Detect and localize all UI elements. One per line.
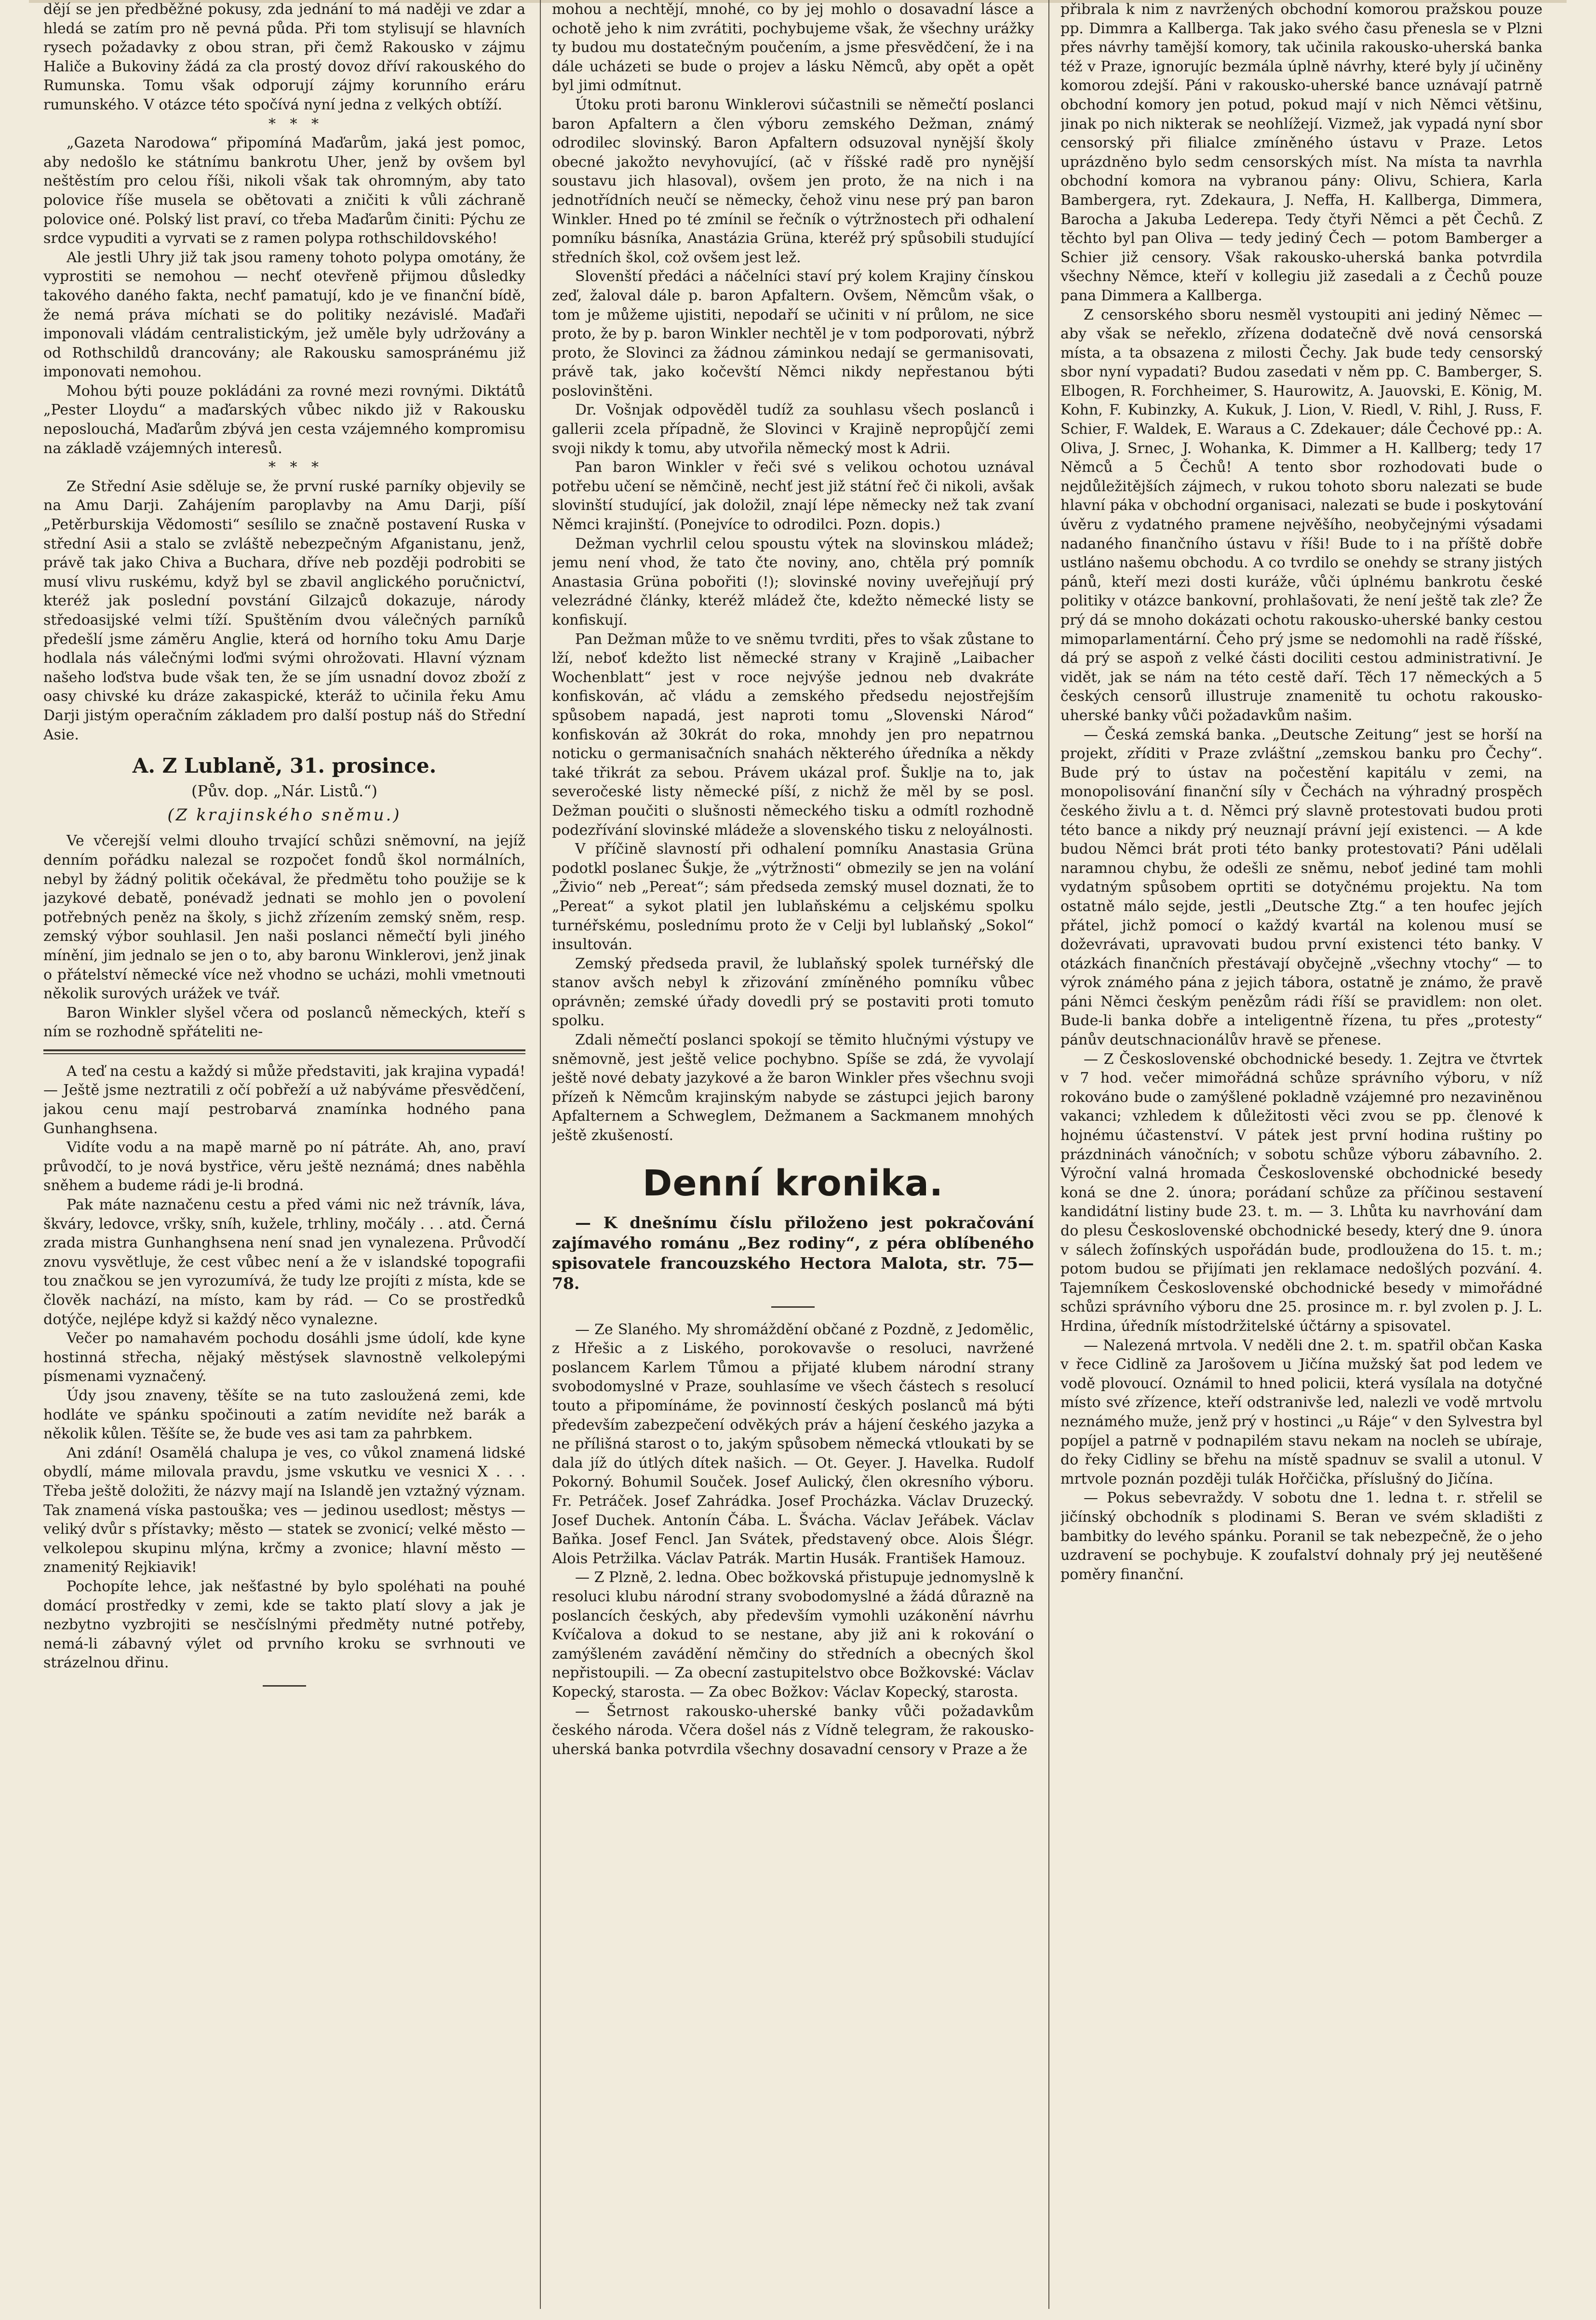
kronika-found-body: — Nalezená mrtvola. V neděli dne 2. t. m. spatřil občan Kaska v řece Cidlině za Jarošovem u Jičína mužský šat pod ledem ve vodě plovoucí. Oznámil to hned policii, která vysílala na dotyčné místo své zřízence, kteří odstranivše led, nalezli ve vodě mrtvolu neznámého muže, jenž prý v hostinci „u Ráje“ v den Sylvestra byl popíjel a patrně v podnapilém stavu nekam na nocleh se ubíraje, do řeky Cidliny se břehu na místě spadnuv se svalil a utonul. V mrtvole poznán později tulák Hořčička, příslušný do Jičína. [1060,1337,1542,1488]
article-ljubljana-p7: Pan baron Winkler v řeči své s velikou ochotou uznával potřebu učení se němčině, nechť jest již státní řeč či nikoli, avšak slovinští studující, jak doložil, znají lépe německy než tak zvaní Němci krajinští. (Ponejvíce to odrodilci. Pozn. dopis.) [552,459,1034,534]
article-gazeta-narodowa-end: Mohou býti pouze pokládáni za rovné mezi rovnými. Diktátů „Pester Lloydu“ a maďarských vůbec nikdo již v Rakousku neposlouchá, Maďarům zbývá jen cesta vzájemného kompromisu na základě vzájemných interesů. [43,382,525,457]
article-ljubljana-p2: Baron Winkler slyšel včera od poslanců německých, kteří s ním se rozhodně spřáteliti ne- [43,1004,525,1041]
feuilleton-p2: Vidíte vodu a na mapě marně po ní pátráte. Ah, ano, praví průvodčí, to je nová bystřice, věru ještě neznámá; dnes naběhla sněhem a budeme rádi je-li brodná. [43,1139,525,1194]
feuilleton-p5: Údy jsou znaveny, těšíte se na tuto zasloužená zemi, kde hodláte ve spánku spočinouti a zatím nevidíte než barák a několik kůlen. Těšíte se, že bude ves asi tam za pahrbkem. [43,1387,525,1443]
column-3 [1060,0,1542,2309]
article-gazeta-narodowa: „Gazeta Narodowa“ připomíná Maďarům, jaká jest pomoc, aby nedošlo ke státnímu bankrotu Uher, jenž by ovšem byl neštěstím pro celou říši, nikoli však tak ohromným, aby tato polovice říše musela se obětovati a zničiti k vůli záchraně polovice oné. Polský list praví, co třeba Maďarům činiti: Pýchu ze srdce vypuditi a vyrvati se z ramen polypa rothschildovského! [43,134,525,247]
feuilleton-p4: Večer po namahavém pochodu dosáhli jsme údolí, kde kyne hostinná střecha, nějaký městýsek slavnostně velkolepými písmenami vyznačený. [43,1330,525,1385]
kronika-czech-land-bank: — Česká zemská banka. „Deutsche Zeitung“ jest se horší na projekt, zříditi v Praze zvláštní „zemskou banku pro Čechy“. Bude prý to ústav na počestění kapitálu v zemi, na monopolisování finanční síly v Čechách na výhradný prospěch českého živlu a t. d. Němci prý slavně protestovati budou proti této bance a nikdy prý neuznají právní její existenci. — A kde budou Němci brát proti této banky protestovati? Páni udělali naramnou chybu, že odešli ze sněmu, neboť jediné tam mohli vydatným spůsobem oprtiti se dotyčnému projektu. Na tom ostatně málo sejde, jestli „Deutsche Ztg.“ a ten houfec jejích přátel, jichž pomocí o každý kvartál na kolenou musí se doževrávati, upravovati budou první existenci této banky. V otázkách finančních přestávají obyčejně „všechny vtochy“ — to výrok známého pána z jejich tábora, ostatně je známo, že pravě páni Němci českým penězům rádi říší se pravidlem: non olet. Bude-li banka dobře a inteligentně řízena, tu přes „protesty“ pánův deutschnacionálův hravě se přenese. [1060,726,1542,1049]
kronika-merchants-society: — Z Československé obchodnické besedy. 1. Zejtra ve čtvrtek v 7 hod. večer mimořádná schůze správního výboru, v níž rokováno bude o zamýšlené pokladně vzájemné pro nezaviněnou vakanci; vzhledem k důležitosti věci zvou se pp. členové k hojnému účastenství. V pátek jest první hodina ruštiny po prázdninách vánočních; v sobotu schůze výboru zábavního. 2. Výroční valná hromada Československé obchodnické besedy koná se dne 2. února; porádaní schůze za příčinou sestavení kandidátní listiny bude 23. t. m. — 3. Lhůta ku navrhování dam do plesu Československé obchodnické besedy, který dne 9. února v sálech žofínských uspořádán bude, prodloužena do 15. t. m.; potom budou se přijímati jen reklamace nedošlých pozvání. 4. Tajemníkem Československé obchodnické besedy v mimořádné schůzi správního výboru dne 25. prosince m. r. byl zvolen p. J. L. Hrdina, úředník místodržitelské účtárny a spisovatel. [1060,1050,1542,1335]
feuilleton-p6: Ani zdání! Osamělá chalupa je ves, co vůkol znamená lidské obydlí, máme milovala pravdu, jsme vskutku ve vesnici X . . . Třeba ještě doložiti, že názvy mají na Islandě jen vztažný význam. Tak znamená víska pastouška; ves — jedinou usedlost; městys — veliký dvůr s přístavky; město — statek se zvonicí; velké město — velkolepou skupinu mlýna, krčmy a zvonice; hlavní město — znamenitý Rejkiavik! [43,1444,525,1576]
feuilleton-p1: A teď na cestu a každý si může představiti, jak krajina vypadá! — Ještě jsme neztratili z očí pobřeží a už nabýváme přesvědčení, jakou cenu mají pestrobarvá znamínka hodného pana Gunhanghsena. [43,1062,525,1137]
column-2 [552,0,1034,2309]
article-ljubljana-p1: Ve včerejší velmi dlouho trvající schůzi sněmovní, na jejíž denním pořádku nalezal se rozpočet fondů škol normálních, nebyl by žádný politik očekával, že předmětu toho použije se k jazykové debatě, ponévadž jednati se mohlo jen o povolení potřebných peněz na školy, s jichž zřízením zemský sněm, resp. zemský výbor souhlasil. Jen naši poslanci němečtí byli jiného mínění, jim jednalo se jen o to, aby baronu Winklerovi, jenž jinak o přátelství německé více než vhodno se ucházi, mohli vmetnouti několik surových urážek ve tvář. [43,832,525,1003]
kronika-censors-list: Z censorského sboru nesměl vystoupiti ani jediný Němec — aby však se neřeklo, zřízena dodatečně dvě nová censorská místa, a ta obsazena z milosti Čechy. Jak bude tedy censorský sbor nyní vypadati? Budou zasedati v něm pp. C. Bamberger, S. Elbogen, R. Forchheimer, S. Haurowitz, A. Jauovski, E. König, M. Kohn, F. Kubinzky, A. Kukuk, J. Lion, V. Riedl, V. Rihl, J. Russ, F. Schier, F. Waldek, E. Waraus a C. Zdekauer; dále Čechové pp.: A. Oliva, J. Srnec, J. Wohanka, K. Dimmer a H. Kallberg; tedy 17 Němců a 5 Čechů! A tento sbor rozhodovati bude o nejdůležitějších zájmech, v rukou tohoto sboru nalezati se bude hlavní páka v obchodní organisaci, nalezati se bude i poskytování úvěru z vydatného pramene nejvěšího, neobyčejnými výsadami nadaného finančního ústavu v říši! Bude to i na příště dobře ustláno našemu obchodu. A co tvrdilo se onehdy se strany jistých pánů, kteří mezi dosti kuráže, vůči úplnému bankrotu české politiky v otázce bankovní, prohlašovati, že není ještě tak zle? Že prý dá se mnoho dokázati ochotu rakousko-uherské banky cestou mimoparlamentární. Čeho prý jsme se nedomohli na radě říšské, dá prý se aspoň z velké části dociliti cestou administrativní. Je vidět, jak se nám na této cestě daří. Těch 17 německých a 5 českých censorů illustruje znamenitě tu ochotu rakousko-uherské banky vůči požadavkům našim. [1060,306,1542,724]
article-romania-trade-end: dějí se jen předběžné pokusy, zda jednání to má naději ve zdar a hledá se zatím pro ně pevná půda. Při tom stylisují se hlavních rysech požadavky z obou stran, při čemž Rakousko v zájmu Haliče a Bukoviny žádá za cla prostý dovoz dříví rakouského do Rumunska. Tomu však odporují zájmy korunního eráru rumunského. V otázce této spočívá nyní jedna z velkých obtíží. [43,1,525,113]
article-ljubljana-p5: Slovenští předáci a náčelníci staví prý kolem Krajiny čínskou zeď, žaloval dále p. baron Apfaltern. Ovšem, Němcům však, o tom je můžeme ujistiti, nepodaří se učiniti v ní průlom, ne sice proto, že by p. baron Winkler nechtěl je v tom podporovati, nýbrž proto, že Slovinci za žádnou záminkou nedají se germanisovati, právě tak, jako kočevští Němci nikdy nepřestanou býti poslovinštěni. [552,268,1034,400]
article-ljubljana-p11: Zemský předseda pravil, že lublaňský spolek turnéřský dle stanov avšch nebyl k zřizování zmíněného pomníku vůbec oprávněn; zemské úřady dovedli prý se postaviti proti tomuto spolku. [552,955,1034,1030]
column-rule-2 [1048,0,1049,2309]
headline-ljubljana: A. Z Lublaně, 31. prosince. [132,754,437,778]
feuilleton-rule-thin [43,1053,525,1054]
article-ljubljana-p6: Dr. Vošnjak odpověděl tudíž za souhlasu všech poslanců i gallerii zcela případně, že Slovinci v Krajině nepropůjčí zemi svoji nikdy k tomu, aby utvořila německý most k Adrii. [552,402,1034,457]
headline-subtitle: (Z krajinského sněmu.) [167,805,402,825]
kronika-slany: — Ze Slaného. My shromáždění občané z Pozdně, z Jedomělic, z Hřešic a z Liského, porokovavše o resoluci, navržené poslancem Karlem Tůmou a přijaté klubem národní strany svobodomyslné v Praze, souhlasíme ve všech částech s resolucí touto a připomínáme, že povinností českých poslanců má býti především zabezpečení odvěkých práv a hájení českého jazyka a ne přílišná starost o to, jakým spůsobem německá vtloukati by se dala jíž do útlých dítek našich. — Ot. Geyer. J. Havelka. Rudolf Pokorný. Bohumil Souček. Josef Aulický, člen okresního výboru. Fr. Petráček. Josef Zahrádka. Josef Procházka. Václav Druzecký. Josef Duchek. Antonín Čába. L. Švácha. Václav Jeřábek. Václav Baňka. Josef Fencl. Jan Svátek, představený obce. Alois Šlégr. Alois Petržilka. Václav Patrák. Martin Husák. František Hamouz. [552,1321,1034,1567]
section-separator: * * * [268,459,324,476]
article-ljubljana-p12: Zdali němečtí poslanci spokojí se těmito hlučnými výstupy ve sněmovně, jest ještě velice pochybno. Spíše se zdá, že vyvolají ještě nové debaty jazykové a že baron Winkler přes všechnu svoji přízeň k Němcům krajinským nabyde se zástupci jejich barony Apfalternem a Schweglem, Dežmanem a Sackmanem mnohých ještě zkušeností. [552,1032,1034,1144]
kronika-bank-censors: — Šetrnost rakousko-uherské banky vůči požadavkům českého národa. Včera došel nás z Vídně telegram, že rakousko-uherská banka potvrdila všechny dosavadní censory v Praze a že [552,1703,1034,1758]
article-ljubljana-p8: Dežman vychrlil celou spoustu výtek na slovinskou mládež; jemu není vhod, že tato čte noviny, ano, chtěla prý pomník Anastasia Grüna pobořiti (!); slovinské noviny uveřejňují prý velezrádné články, kteréž mládež čte, kdežto německé listy se konfiskují. [552,535,1034,629]
section-title-denni-kronika: Denní kronika. [643,1162,943,1204]
kronika-plzen: — Z Plzně, 2. ledna. Obec božkovská přistupuje jednomyslně k resoluci klubu národní strany svobodomyslné a žádá důrazně na poslancích českých, aby především vymohli uzákonění návrhu Kvíčalova a dokud to se nestane, aby již ani k rokování o zamýšleném zavádění němčiny do středních a obecných škol nepřistoupili. — Za obecní zastupitelstvo obce Božkovské: Václav Kopecký, starosta. — Za obec Božkov: Václav Kopecký, starosta. [552,1569,1034,1701]
feuilleton-p7: Pochopíte lehce, jak nešťastné by bylo spoléhati na pouhé domácí prostředky v zemi, kde se takto platí slovy a jak je nezbytno vyzbrojiti se nesčíslnými předměty nutné potřeby, nemá-li zábavný výlet od prvního kroku se svrhnouti ve strázelnou dřinu. [43,1578,525,1672]
headline-source: (Pův. dop. „Nár. Listů.“) [191,782,377,801]
article-ljubljana-p10: V příčině slavností při odhalení pomníku Anastasia Grüna podotkl poslanec Šukje, že „výtržnosti“ obmezily se jen na volání „Živio“ neb „Pereat“; sám předseda zemský musel doznati, že to „Pereat“ a sykot platil jen lublaňskému a celjskému spolku turnéřskému, poslednímu proto že v Celji byl lublaňský „Sokol“ insultován. [552,841,1034,953]
article-gazeta-narodowa-cont: Ale jestli Uhry již tak jsou rameny tohoto polypa omotány, že vyprostiti se nemohou — nechť otevřeně přijmou důsledky takového daného fakta, nechť pamatují, kdo je ve finanční bídě, že nemá práva míchati se do politiky nezávislé. Maďaři imponovali vládám centralistickým, jež uměle byly udržovány a od Rothschildů drancovány; ale Rakousku samospránému již imponovati nemohou. [43,249,525,381]
kronika-suicide-attempt: — Pokus sebevraždy. V sobotu dne 1. ledna t. r. střelil se jičínský obchodník s plodinami S. Beran ve svém skladišti z bambitky do levého spánku. Poranil se tak nebezpečně, že o jeho uzdravení se pochybuje. K zoufalství dohnaly prý jej neutěšené poměry finanční. [1060,1489,1542,1583]
end-rule [263,1685,306,1687]
column-1 [43,0,525,2309]
article-ljubljana-p4: Útoku proti baronu Winklerovi súčastnili se němečtí poslanci baron Apfaltern a člen výboru zemského Dežman, známý odrodilec slovinský. Baron Apfaltern odsuzoval nynější školy obecné jakožto nevyhovující, (ač v říšské radě pro nynější soustavu jich hlasoval), ovšem jen proto, že na nich i na jednotřídních neučí se německy, čehož vinu nese prý pan baron Winkler. Hned po té zmínil se řečník o výtržnostech při odhalení pomníku básníka, Anastázia Grüna, kteréž prý spůsobili studující středních škol, což ovšem jest lež. [552,96,1034,266]
kronika-bank-censors-cont: přibrala k nim z navržených obchodní komorou pražskou pouze pp. Dimmra a Kallberga. Tak jako svého času přenesla se v Plzni přes návrhy tamější komory, tak učinila rakousko-uherská banka též v Praze, ignorujíc bezmála úplně návrhy, které byly jí učiněny komorou zdejší. Páni v rakousko-uherské bance uznávají patrně obchodní komory jen potud, pokud mají v nich Němci většinu, jinak po nich nikterak se neohlížejí. Vizmež, jak vypadá nyní sbor censorský při filialce zmíněného ústavu v Praze. Letos uprázdněno bylo sedm censorských míst. Na místa ta navrhla obchodní komora na vybranou pány: Olivu, Schiera, Karla Bambergera, ryt. Zdekaura, J. Neffa, H. Kallberga, Dimmera, Barocha a Jakuba Ledereра. Tedy čtyři Němci a pět Čechů. Z těchto byl pan Oliva — tedy jediný Čech — potom Bamberger a Schier již censory. Však rakousko-uherská banka potvrdila všechny Němce, kteří v kollegiu již zasedali a z Čechů pouze pana Dimmera a Kallberga. [1060,1,1542,304]
section-separator: * * * [268,115,324,133]
article-central-asia: Ze Střední Asie sděluje se, že první ruské parníky objevily se na Amu Darji. Zahájením paroplavby na Amu Darji, píší „Petěrburskija Vědomosti“ sesílilo se značně postavení Ruska v střední Asii a stalo se zvláště nebezpečným Afganistanu, jenž, právě tak jako Chiva a Buchara, dříve neb později podrobiti se musí vlivu ruskému, když byl se zbavil anglického poručnictví, kteréž jak poslední povstání Gilzajců dokazuje, národy středoasijské velmi tíží. Spuštěním dvou válečných parníků předešlí jsme záměru Anglie, která od horního toku Amu Darje hodlala nás válečnými loďmi svými ohrožovati. Hlavní význam našeho loďstva bude však ten, že se jím usnadní dovoz zboží z oasy chivské ku dráze zakaspické, kteráž to učinila řeku Amu Darji jistým operačním základem pro další postup náš do Střední Asie. [43,478,525,743]
kronika-rule [771,1306,815,1308]
feuilleton-rule [43,1049,525,1051]
feuilleton-p3: Pak máte naznačenu cestu a před vámi nic než trávník, láva, škváry, ledovce, vršky, sníh, kužele, trhliny, močály . . . atd. Černá zrada mistra Gunhanghsena není snad jen vynalezena. Průvodčí znovu vysvětluje, že cest vůbec není a že v islandské topografii tou značkou se jen vyrozumívá, že tudy lze projíti z místa, kde se člověk nachází, na místo, kam by rád. — Co se prostředků dotýče, nejlépe když si každý něco vynalezne. [43,1196,525,1328]
column-rule-1 [540,0,541,2309]
article-ljubljana-p3: mohou a nechtějí, mnohé, co by jej mohlo o dosavadní lásce a ochotě jeho k nim zvrátiti, pochybujeme však, že všechny urážky ty budou mu dostatečným poučením, a jsme přesvědčení, že i na dále ucházeti se bude o projev a lásku Němců, aby opět a opět byl jimi odmítnut. [552,1,1034,94]
kronika-supplement-note: — K dnešnímu číslu přiloženo jest pokračování zajímavého románu „Bez rodiny“, z péra oblíbeného spisovatele francouzského Hectora Malota, str. 75—78. [552,1213,1034,1293]
article-ljubljana-p9: Pan Dežman může to ve sněmu tvrditi, přes to však zůstane to lží, neboť kdežto list německé strany v Krajině „Laibacher Wochenblatt“ jest v roce nejvýše jednou neb dvakráte konfiskován, ač vládu a zemského předsedu nejostřejším spůsobem napadá, jest naproti tomu „Slovenski Národ“ konfiskován až 30krát do roka, mnohdy jen pro nepatrnou noticku o germanisačních snahách některého úředníka a někdy také třikrát za sebou. Právem ukázal prof. Šuklje na to, jak severočeské listy německé píší, z nichž že měl by se posl. Dežman poučiti o slušnosti německého tisku a odmítl rozhodně podezřívání slovinské mládeže a slovenského tisku z neloyálnosti. [552,630,1034,839]
